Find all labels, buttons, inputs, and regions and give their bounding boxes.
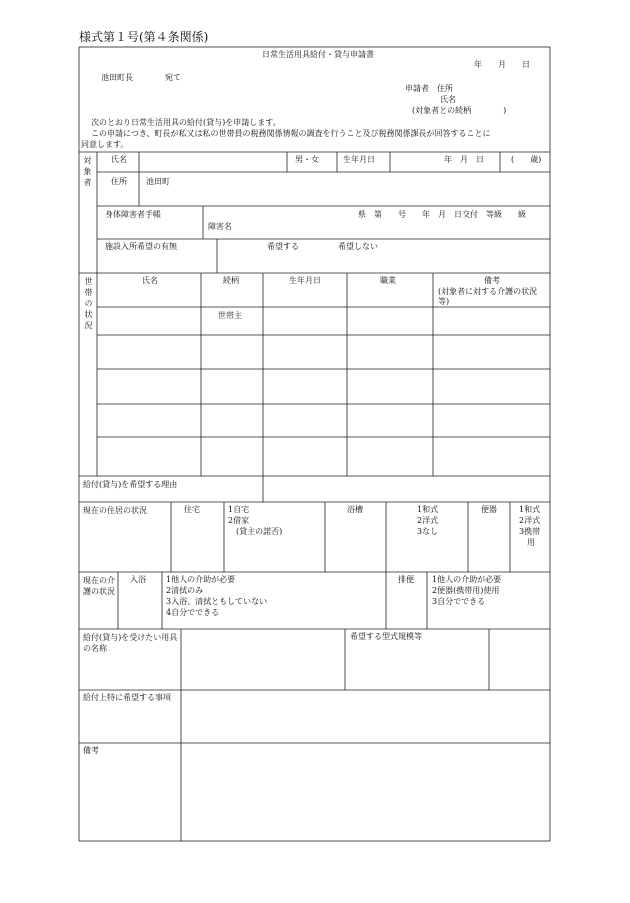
household-section-label: 世帯の状況 [84, 277, 93, 332]
bathing-option-1: 1他人の介助が必要 [166, 575, 236, 584]
dob-value: 年 月 日 [444, 155, 484, 164]
excretion-option-2: 2便器(携帯用)使用 [432, 586, 500, 595]
remarks-label: 備考 [83, 746, 99, 755]
item-name-label: 給付(貸与)を受けたい用具の名称 [83, 633, 178, 653]
facility-no-option[interactable]: 希望しない [338, 242, 378, 251]
applicant-address-label: 申請者 住所 [405, 84, 453, 93]
bath-option-1: 1和式 [417, 505, 439, 514]
care-label: 現在の介護の状況 [83, 576, 115, 596]
excretion-option-1: 1他人の介助が必要 [432, 575, 502, 584]
bathing-option-4: 4自分でできる [166, 608, 220, 617]
subject-name-label: 氏名 [111, 155, 127, 164]
handbook-detail: 県 第 号 年 月 日交付 等級 級 [358, 210, 526, 219]
subject-address-value: 池田町 [146, 177, 170, 186]
facility-label: 施設入所希望の有無 [105, 242, 177, 251]
toilet-option-3: 3携帯 [519, 527, 541, 536]
application-date: 年 月 日 [474, 60, 530, 69]
household-header-notes-sub: (対象者に対する介護の状況等) [438, 287, 538, 306]
bath-option-3: 3なし [417, 527, 439, 536]
household-header-dob: 生年月日 [289, 276, 321, 285]
household-head-relation: 世帯主 [218, 311, 242, 320]
bath-label: 浴槽 [347, 505, 363, 514]
intro-line-3: 同意します。 [81, 140, 129, 149]
sex-options[interactable]: 男・女 [295, 155, 319, 164]
disability-name-label: 障害名 [208, 222, 232, 231]
model-label: 希望する型式規模等 [350, 632, 422, 641]
house-option-2: 2借家 [228, 516, 250, 525]
household-header-occupation: 職業 [380, 276, 396, 285]
household-header-relation: 続柄 [223, 276, 239, 285]
household-header-notes: 備考 [484, 276, 500, 285]
form-number: 様式第１号(第４条関係) [79, 30, 209, 44]
excretion-label: 排便 [398, 575, 414, 584]
bathing-option-3: 3入浴、清拭ともしていない [166, 597, 268, 606]
house-option-3: (貸主の諾否) [236, 527, 283, 536]
age-field: ( 歳) [511, 155, 542, 164]
special-request-label: 給付上特に希望する事項 [83, 693, 171, 702]
intro-line-1: 次のとおり日常生活用具の給付(貸与)を申請します。 [91, 118, 281, 127]
subject-address-label: 住所 [111, 177, 127, 186]
toilet-option-2: 2洋式 [519, 516, 541, 525]
facility-yes-option[interactable]: 希望する [267, 242, 299, 251]
toilet-option-3-cont: 用 [527, 538, 535, 547]
applicant-relationship-label: (対象者との続柄 ) [412, 106, 507, 115]
bathing-option-2: 2清拭のみ [166, 586, 204, 595]
bathing-label: 入浴 [130, 575, 146, 584]
bath-option-2: 2洋式 [417, 516, 439, 525]
dob-label: 生年月日 [343, 155, 375, 164]
toilet-label: 便器 [481, 505, 497, 514]
household-header-name: 氏名 [142, 276, 158, 285]
excretion-option-3: 3自分でできる [432, 597, 486, 606]
addressee: 池田町長 宛て [101, 73, 181, 82]
toilet-option-1: 1和式 [519, 505, 541, 514]
intro-line-2: この申請につき、町長が私又は私の世帯員の税務関係情報の調査を行うこと及び税務関係課長が回答することに [91, 129, 491, 138]
form-title: 日常生活用具給付・貸与申請書 [262, 50, 374, 59]
residence-label: 現在の住居の状況 [83, 506, 147, 515]
house-label: 住宅 [184, 505, 200, 514]
subject-section-label: 対象者 [83, 156, 92, 189]
applicant-name-label: 氏名 [440, 95, 456, 104]
reason-label: 給付(貸与)を希望する理由 [83, 480, 178, 489]
handbook-label: 身体障害者手帳 [105, 210, 161, 219]
house-option-1: 1自宅 [228, 505, 250, 514]
